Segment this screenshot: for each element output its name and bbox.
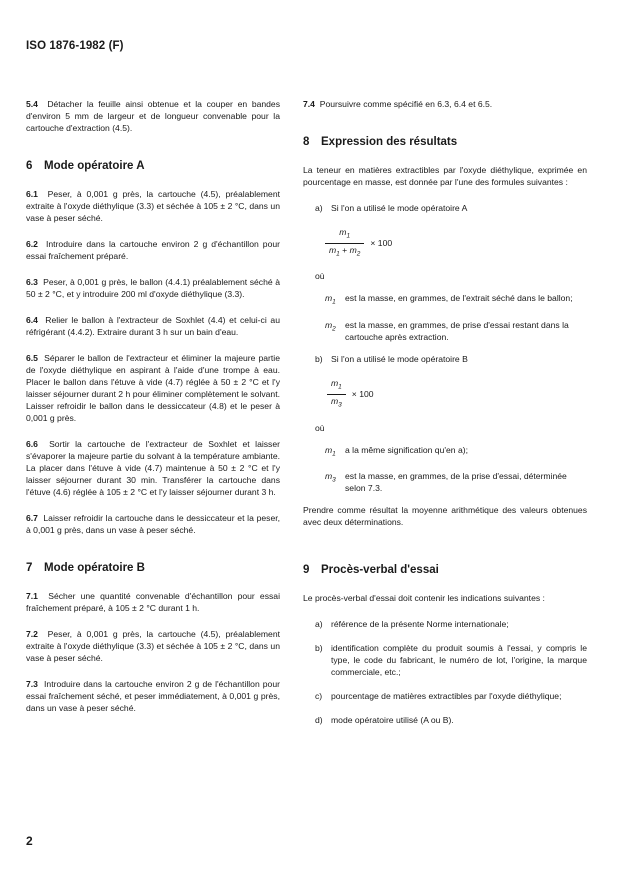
definition-m1-b [325,444,587,461]
document-header: ISO 1876-1982 (F) [26,40,124,52]
subscript: 3 [332,477,336,485]
symbol: m [339,227,347,237]
item-text: mode opératoire utilisé (A ou B). [331,715,454,726]
where-label: où [315,271,325,282]
clause-7-3 [26,678,280,714]
definition-text: est la masse, en grammes, de l'extrait séché dans le ballon; [345,293,573,304]
symbol: m [329,244,337,255]
clause-text: Peser, à 0,001 g près, la cartouche (4.5), préalablement extraite à l'oxyde diéthylique (3.3) et séchée à 105 ± 2 °C, dans un vase à peser séché. [26,189,280,223]
report-items-list [303,618,587,726]
clause-6-1 [26,188,280,224]
symbol: m [331,395,339,406]
clause-7-1 [26,590,280,614]
operator: + [339,244,350,255]
clause-number: 5.4 [26,99,38,109]
section-title: Mode opératoire B [44,562,145,574]
subscript: 1 [338,383,342,391]
clause-6-2 [26,238,280,262]
section-8-intro: La teneur en matières extractibles par l'oxyde diéthylique, exprimée en pourcentage en masse, est donnée par l'une des formules suivantes : [303,165,587,187]
list-item [315,618,587,630]
clause-text: Peser, à 0,001 g près, la cartouche (4.5), préalablement extraite à l'oxyde diéthylique (3.3) et séchée à 105 ± 2 °C, dans un vase à peser séché. [26,629,280,663]
symbol: m [349,244,357,255]
definition-text: est la masse, en grammes, de la prise d'essai, déterminée selon 7.3. [345,471,567,494]
item-text: pourcentage de matières extractibles par l'oxyde diéthylique; [331,691,562,702]
item-text: référence de la présente Norme internationale; [331,619,509,630]
symbol-letter: m [325,471,333,482]
numerator [327,377,346,394]
section-number: 7 [26,562,33,574]
section-8-heading [303,136,587,148]
item-text: Si l'on a utilisé le mode opératoire B [331,354,468,365]
list-item [315,642,587,678]
clause-text: Détacher la feuille ainsi obtenue et la couper en bandes d'environ 5 mm de largeur et de longueur convenable pour la cartouche d'extraction (4.5). [26,99,281,133]
subscript: 2 [332,325,336,333]
section-7-heading [26,562,280,574]
clause-number: 7.2 [26,629,38,639]
clause-6-6 [26,438,280,498]
item-label: c) [315,691,323,702]
subscript: 2 [356,250,361,258]
clause-text: Poursuivre comme spécifié en 6.3, 6.4 et 6.5. [319,99,493,109]
section-number: 6 [26,160,33,172]
clause-number: 6.1 [26,189,38,199]
multiplier: × 100 [370,238,393,249]
clause-number: 6.4 [26,315,38,325]
item-label: a) [315,203,323,213]
subscript: 3 [338,401,342,409]
section-9-heading [303,564,587,576]
clause-number: 7.4 [303,99,315,109]
item-label: b) [315,643,323,654]
clause-text: Peser, à 0,001 g près, le ballon (4.4.1) préalablement séché à 50 ± 2 °C, et y introduire 200 ml d'oxyde diéthylique (3.3). [26,277,281,299]
fraction [325,226,364,260]
symbol: m [331,378,339,389]
result-statement: Prendre comme résultat la moyenne arithmétique des valeurs obtenues avec deux déterminations. [303,505,587,528]
clause-5-4 [26,98,280,134]
subscript: 1 [332,299,336,307]
definition-m2 [325,319,587,343]
clause-text: Relier le ballon à l'extracteur de Soxhlet (4.4) et celui-ci au réfrigérant (4.4.2). Extraire durant 3 h sur un bain d'eau. [26,315,280,337]
clause-text: Introduire dans la cartouche environ 2 g de l'échantillon pour essai fraîchement séché, et peser immédiatement, à 0,001 g près, dans un vase à peser séché. [26,679,280,713]
clause-6-3 [26,276,280,300]
definition-text: a la même signification qu'en a); [345,444,468,455]
clause-6-4 [26,314,280,338]
item-text: Si l'on a utilisé le mode opératoire A [331,203,468,213]
left-column [26,98,280,728]
section-number: 8 [303,136,310,148]
clause-number: 7.3 [26,679,38,689]
page-number: 2 [26,834,33,848]
symbol [325,444,345,461]
symbol [325,292,345,309]
clause-text: Sortir la cartouche de l'extracteur de Soxhlet et laisser s'évaporer la majeure partie du solvant à la température ambiante. La placer dans l'étuve à vide (4.7) maintenue à 50 ± 2 °C et l'y laisser séjourner durant 30 min. Transférer la cartouche dans l'étuve (4.6) réglée à 105 ± 2 °C et l'y laisser séjourner durant 3 h. [26,439,280,497]
symbol-letter: m [325,293,333,304]
definition-text: est la masse, en grammes, de prise d'essai restant dans la cartouche après extraction. [345,320,569,343]
numerator [335,226,354,243]
clause-number: 6.7 [26,513,38,523]
where-label: où [315,422,325,433]
clause-text: Sécher une quantité convenable d'échantillon pour essai fraîchement préparé, à 105 ± 2 °C durant 1 h. [26,591,280,613]
item-text: identification complète du produit soumis à l'essai, y compris le type, le code du fabricant, le numéro de lot, l'origine, la marque commerciale, etc.; [331,643,587,678]
clause-number: 7.1 [26,591,38,601]
clause-text: Séparer le ballon de l'extracteur et éliminer la majeure partie de l'oxyde diéthylique en aspirant à l'aide d'une trompe à eau. Placer le ballon dans l'étuve à vide (4.7) réglée à 50 ± 2 °C et l'y laisser séjourner durant 2 h pour éliminer complètement le solvant. Laisser refroidir le ballon dans le dessiccateur (4.8) et le peser à 0,001 g près. [26,353,280,423]
clause-number: 6.3 [26,277,38,287]
clause-6-5 [26,352,280,424]
denominator [325,243,364,261]
clause-7-2 [26,628,280,664]
clause-number: 6.5 [26,353,38,363]
section-6-heading [26,160,280,172]
section-number: 9 [303,564,310,577]
multiplier: × 100 [351,389,374,400]
denominator [327,394,346,412]
definition-m1 [325,292,587,309]
case-b [315,353,587,365]
clause-7-4 [303,98,587,110]
clause-6-7 [26,512,280,536]
subscript: 1 [346,232,351,240]
symbol-letter: m [325,320,333,331]
right-column [303,98,587,738]
section-title: Expression des résultats [321,136,458,148]
fraction [327,377,346,411]
clause-number: 6.6 [26,439,38,449]
item-label: d) [315,715,323,726]
section-9-intro: Le procès-verbal d'essai doit contenir les indications suivantes : [303,593,545,604]
symbol [325,470,345,494]
symbol-letter: m [325,444,333,455]
subscript: 1 [332,450,336,458]
definition-m3 [325,470,587,494]
item-label: b) [315,354,323,365]
item-label: a) [315,619,323,630]
case-a [315,202,587,214]
list-item [315,714,587,726]
subscript: 1 [336,250,340,258]
list-item [315,690,587,702]
clause-number: 6.2 [26,239,38,249]
symbol [325,319,345,343]
formula-b [327,377,587,411]
clause-text: Laisser refroidir la cartouche dans le dessiccateur et la peser, à 0,001 g près, dans un vase à peser séché. [26,513,280,535]
section-title: Procès-verbal d'essai [321,564,439,577]
formula-a [325,226,587,260]
clause-text: Introduire dans la cartouche environ 2 g d'échantillon pour essai fraîchement préparé. [26,239,280,261]
section-title: Mode opératoire A [44,160,145,172]
